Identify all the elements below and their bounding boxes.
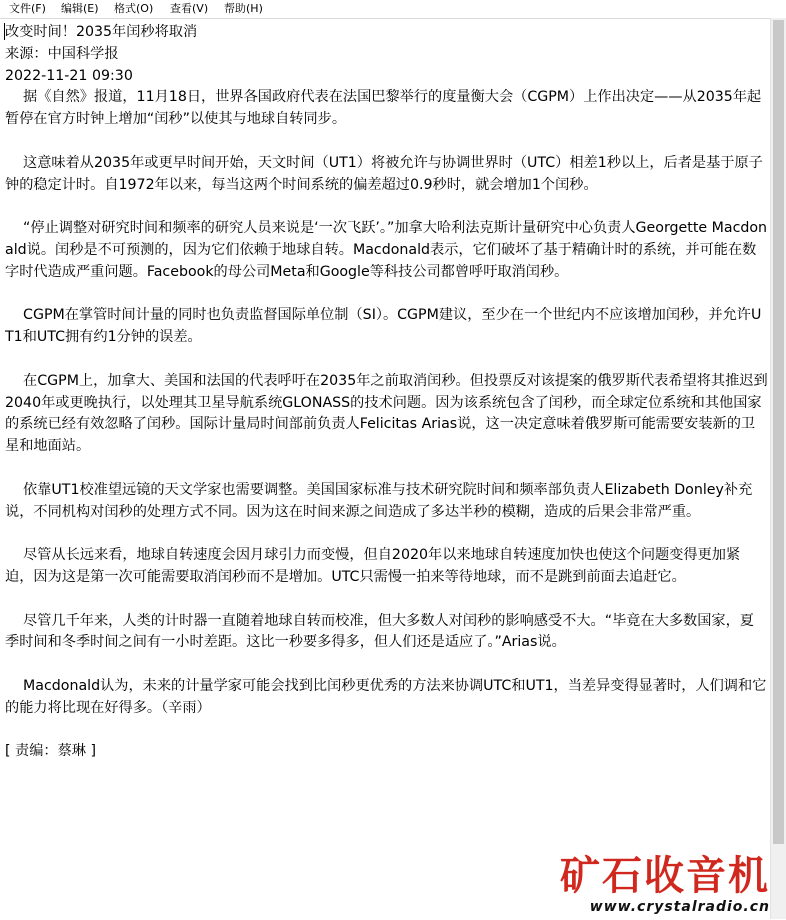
menu-format[interactable]: 格式(O) (114, 2, 154, 15)
document-line: 来源：中国科学报 (5, 45, 119, 62)
watermark-logo (560, 853, 770, 915)
document-line (5, 349, 768, 371)
menu-edit[interactable]: 编辑(E) (61, 2, 99, 15)
scrollbar-thumb[interactable] (773, 20, 784, 844)
document-line: 依靠UT1校准望远镜的天文学家也需要调整。美国国家标准与技术研究院时间和频率部负责人Elizabeth Donley补充说，不同机构对闰秒的处理方式不同。因为这在时间来源之间造成了多达半秒的模糊，造成的后果会非常严重。 (5, 481, 753, 520)
document-line: “停止调整对研究时间和频率的研究人员来说是‘一次飞跃’。”加拿大哈利法克斯计量研究中心负责人Georgette Macdonald说。闰秒是不可预测的，因为它们依赖于地球自转。Macdonald表示，它们破坏了基于精确计时的系统，并可能在数字时代造成严重问题。Facebook的母公司Meta和Google等科技公司都曾呼吁取消闰秒。 (5, 220, 768, 280)
watermark-url: www.crystalradio.cn (589, 899, 770, 915)
menu-help[interactable]: 帮助(H) (224, 2, 263, 15)
watermark-title: 矿石收音机 (560, 853, 770, 899)
text-editor-area[interactable] (0, 18, 770, 920)
document-line (5, 654, 768, 676)
document-line (5, 196, 768, 218)
document-line (5, 720, 768, 742)
document-text[interactable] (5, 22, 768, 763)
menu-bar (0, 0, 786, 18)
document-line: 改变时间！2035年闰秒将取消 (5, 24, 198, 40)
document-line: 据《自然》报道，11月18日，世界各国政府代表在法国巴黎举行的度量衡大会（CGPM）上作出决定——从2035年起暂停在官方时钟上增加“闰秒”以使其与地球自转同步。 (5, 89, 762, 128)
document-line (5, 523, 768, 545)
document-line (5, 458, 768, 480)
document-line (5, 284, 768, 306)
document-line: 尽管从长远来看，地球自转速度会因月球引力而变慢，但自2020年以来地球自转速度加快也使这个问题变得更加紧迫，因为这是第一次可能需要取消闰秒而不是增加。UTC只需慢一拍来等待地球，而不是跳到前面去追赶它。 (5, 547, 741, 585)
document-line: [ 责编：蔡琳 ] (5, 743, 97, 760)
vertical-scrollbar[interactable] (770, 18, 786, 919)
document-line: 这意味着从2035年或更早时间开始，天文时间（UT1）将被允许与协调世界时（UTC）相差1秒以上，后者是基于原子钟的稳定计时。自1972年以来，每当这两个时间系统的偏差超过0.9秒时，就会增加1个闰秒。 (5, 154, 763, 193)
document-line: 2022-11-21 09:30 (5, 67, 133, 84)
menu-view[interactable]: 查看(V) (170, 2, 209, 15)
document-line: 在CGPM上，加拿大、美国和法国的代表呼吁在2035年之前取消闰秒。但投票反对该提案的俄罗斯代表希望将其推迟到2040年或更晚执行，以处理其卫星导航系统GLONASS的技术问题。因为该系统包含了闰秒，而全球定位系统和其他国家的系统已经有效忽略了闰秒。国际计量局时间部前负责人Felicitas Arias说，这一决定意味着俄罗斯可能需要安装新的卫星和地面站。 (5, 372, 768, 455)
document-line: CGPM在掌管时间计量的同时也负责监督国际单位制（SI）。CGPM建议，至少在一个世纪内不应该增加闰秒，并允许UT1和UTC拥有约1分钟的误差。 (5, 307, 762, 346)
menu-file[interactable]: 文件(F) (9, 2, 46, 15)
document-line (5, 589, 768, 611)
document-line (5, 131, 768, 153)
document-line: Macdonald认为，未来的计量学家可能会找到比闰秒更优秀的方法来协调UTC和UT1，当差异变得显著时，人们调和它的能力将比现在好得多。（辛雨） (5, 677, 767, 716)
document-line: 尽管几千年来，人类的计时器一直随着地球自转而校准，但大多数人对闰秒的影响感受不大。“毕竟在大多数国家，夏季时间和冬季时间之间有一小时差距。这比一秒要多得多，但人们还是适应了。”Arias说。 (5, 612, 754, 651)
